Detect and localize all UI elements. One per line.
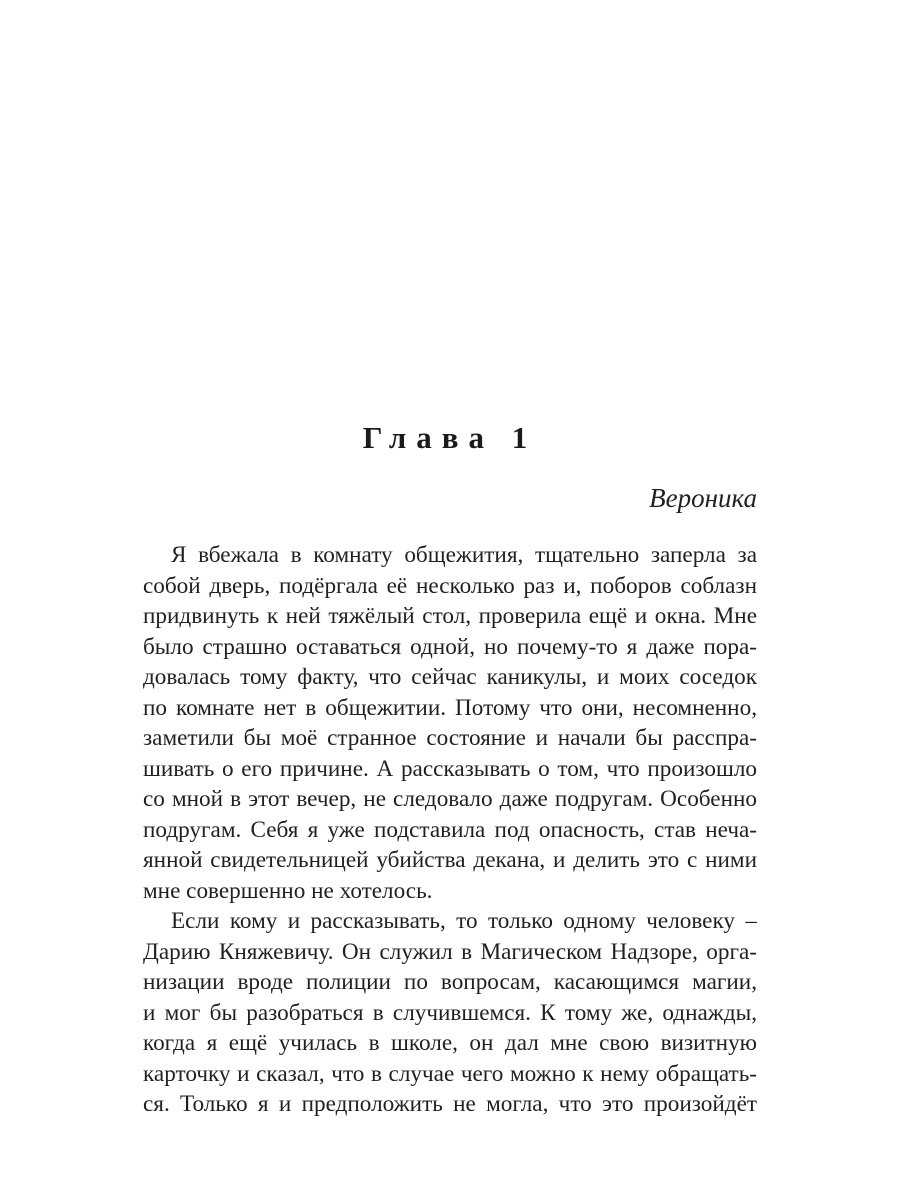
text-line: по комнате нет в общежитии. Потому что они, несомненно, — [143, 694, 757, 721]
text-line: довалась тому факту, что сейчас каникулы, и моих соседок — [143, 664, 757, 690]
text-line: Я вбежала в комнату общежития, тщательно заперла за — [171, 542, 757, 568]
paragraph-2 — [143, 906, 757, 1120]
text-line: придвинуть к ней тяжёлый стол, проверила ещё и окна. Мне — [143, 603, 757, 629]
body-text — [143, 540, 757, 1120]
text-line: низации вроде полиции по вопросам, касающимся магии, — [143, 969, 757, 995]
text-line: со мной в этот вечер, не следовало даже подругам. Особенно — [143, 786, 757, 812]
text-line: когда я ещё училась в школе, он дал мне свою визитную — [143, 1030, 757, 1056]
text-line: заметили бы моё странное состояние и начали бы расспра- — [143, 725, 757, 751]
paragraph-1 — [143, 540, 757, 906]
text-line: янной свидетельницей убийства декана, и делить это с ними — [143, 847, 757, 873]
text-line: Если кому и рассказывать, то только одному человеку – — [171, 908, 757, 934]
chapter-title: Глава 1 — [362, 420, 538, 455]
text-line: шивать о его причине. А рассказывать о том, что произошло — [143, 755, 757, 782]
text-line: мне совершенно не хотелось. — [143, 877, 433, 904]
chapter-subtitle: Вероника — [649, 483, 757, 513]
text-line: ся. Только я и предположить не могла, что это произойдёт — [143, 1091, 757, 1117]
text-line: было страшно оставаться одной, но почему-то я даже пора- — [143, 633, 757, 660]
text-line: собой дверь, подёргала её несколько раз и, поборов соблазн — [143, 572, 757, 599]
text-line: и мог бы разобраться в случившемся. К тому же, однажды, — [143, 999, 757, 1026]
text-line: подругам. Себя я уже подставила под опасность, став неча- — [143, 816, 757, 843]
text-line: карточку и сказал, что в случае чего можно к нему обращать- — [143, 1060, 757, 1087]
text-line: Дарию Княжевичу. Он служил в Магическом Надзоре, орга- — [143, 938, 757, 965]
